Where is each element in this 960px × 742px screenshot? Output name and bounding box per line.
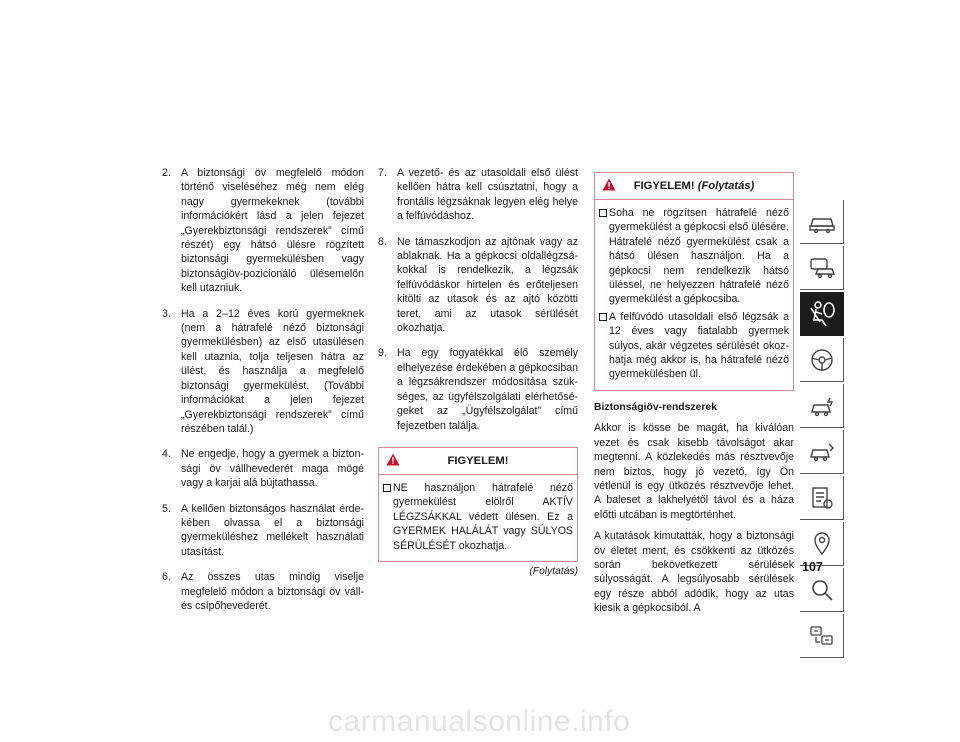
tab-steering-wheel[interactable] (800, 338, 844, 382)
list-item: 7. A vezető- és az utasoldali első ülést kellően hátra kell csúsztatni, hogy a frontális légzsáknak legyen elég helye a felfúvódáshoz. (378, 167, 578, 223)
language-icon (808, 623, 836, 649)
checkbox-bullet-icon (599, 209, 609, 307)
tab-language[interactable] (800, 614, 844, 658)
airbag-seat-icon (807, 300, 837, 328)
column-3 (594, 172, 794, 623)
warning-title: FIGYELEM! (633, 180, 695, 192)
continued-label: (Folytatás) (529, 565, 578, 577)
section-heading: Biztonságiöv-rendszerek (594, 401, 717, 413)
tab-car-service[interactable] (800, 430, 844, 474)
warning-header (379, 448, 577, 475)
warning-title-suffix: (Folytatás) (697, 180, 755, 192)
column-1 (162, 166, 364, 624)
tab-maintenance-list[interactable] (800, 476, 844, 520)
warning-header (595, 173, 793, 200)
list-item: 9. Ha egy fogyatékkal élő személy elhelyezése érdekében a gépkocsiban a légzsákrendszer módosítása szükséges, az ügyfélszolgálati elérhetőségeket az „Ügyfélszolgálat” című fejezetben találja. (378, 347, 578, 432)
tab-airbag-seat[interactable] (800, 292, 844, 336)
paragraph: A kutatások kimutatták, hogy a biztonsági öv életet ment, és csökkenti az ütközés során bekövetkezett sérülések súlyosságát. A legsúlyosabb sérülések egy része abból adódik, hogy az utas kiesik a gépkocsiból. A (594, 530, 794, 615)
warning-bullet: Soha ne rögzítsen hátrafelé néző gyermekülést a gépkocsi első ülésére. Hátrafelé néző gyermekülést csak a hátsó ülésen használjon. Ha a gépkocsi nem rendelkezik hátsó üléssel, ne helyezzen hátrafelé néző gyermekülést a gépkocsiba. (599, 206, 789, 307)
warning-bullet: A felfúvódó utasoldali első légzsák a 12 éves vagy fiatalabb gyermek súlyos, akár végzetes sérülését okozhatja még akkor is, ha hátrafelé néző gyermekülésben ül. (599, 310, 789, 382)
tab-car-crash[interactable] (800, 384, 844, 428)
map-pin-icon (809, 531, 835, 557)
paragraph: Akkor is kösse be magát, ha kiválóan vezet és csak kisebb távolságot akar megtenni. A közlekedés más résztvevője nem biztos, hogy jó vezető, így Ön vétlenül is egy ütközés résztvevője lehet. A baleset a lakhelyétől távol és a háza előtti utcában is megtörténhet. (594, 422, 794, 521)
list-item: 3. Ha a 2–12 éves korú gyermeknek (nem a hátrafelé néző biztonsági gyermekülésben) az első utasülésen kell utaznia, tolja teljesen hátra az ülést, és használja a megfelelő biztonsági gyermekülést. (További információkat a jelen fejezet „Gyerekbiztonsági rendszerek” című részében talál.) (162, 307, 364, 435)
search-icon (809, 577, 835, 603)
page-number: 107 (802, 560, 823, 574)
list-item: 2. A biztonsági öv megfelelő módon történő viseléséhez még nem elég nagy gyermekeknek (további információkért lásd a jelen fejezet „Gyerekbiztonsági rendszerek” című részét) egy hátsó ülésre rögzített biztonsági gyermekülésben vagy biztonságiöv-pozicionáló ülésemelőn kell utazniuk. (162, 167, 364, 295)
list-item: 8. Ne támaszkodjon az ajtónak vagy az ablaknak. Ha a gépkocsi oldallégzsákokkal is rendelkezik, a légzsák felfúvódáskor hirtelen és erőteljesen kitölti az utasok és az ajtó közötti teret, ami az utasok sérülését okozhatja. (378, 235, 578, 335)
column-2 (378, 166, 578, 579)
list-item: 6. Az összes utas mindig viselje megfelelő módon a biztonsági öv váll- és csípőhevederét. (162, 571, 364, 612)
tab-search[interactable] (800, 568, 844, 612)
car-crash-icon (808, 394, 836, 418)
car-message-icon (808, 256, 836, 280)
checkbox-bullet-icon (383, 484, 393, 553)
checkbox-bullet-icon (599, 313, 609, 382)
tab-car-message[interactable] (800, 246, 844, 290)
chapter-tabs (800, 200, 844, 660)
steering-wheel-icon (808, 347, 836, 373)
warning-triangle-icon (386, 453, 400, 466)
warning-bullet: NE használjon hátrafelé néző gyermekülést elölről AKTÍV LÉGZSÁKKAL védett ülésen. Ez a GYERMEK HALÁLÁT vagy SÚLYOS SÉRÜLÉSÉT okozhatja. (383, 481, 573, 553)
list-item: 4. Ne engedje, hogy a gyermek a biztonsági öv vállhevederét maga mögé vagy a karjai alá bújtathassa. (162, 448, 364, 490)
watermark: carmanualsonline.info (328, 705, 631, 738)
maintenance-list-icon (809, 485, 835, 511)
car-service-icon (808, 440, 836, 464)
list-item: 5. A kellően biztonságos használat érdekében olvassa el a biztonsági gyermeküléshez mellékelt használati utasítást. (162, 502, 364, 558)
warning-box-continued (594, 172, 794, 391)
tab-car-dashboard[interactable] (800, 200, 844, 244)
car-dashboard-icon (808, 210, 836, 234)
warning-box (378, 447, 578, 562)
warning-triangle-icon (602, 178, 616, 191)
warning-title: FIGYELEM! (447, 454, 509, 467)
